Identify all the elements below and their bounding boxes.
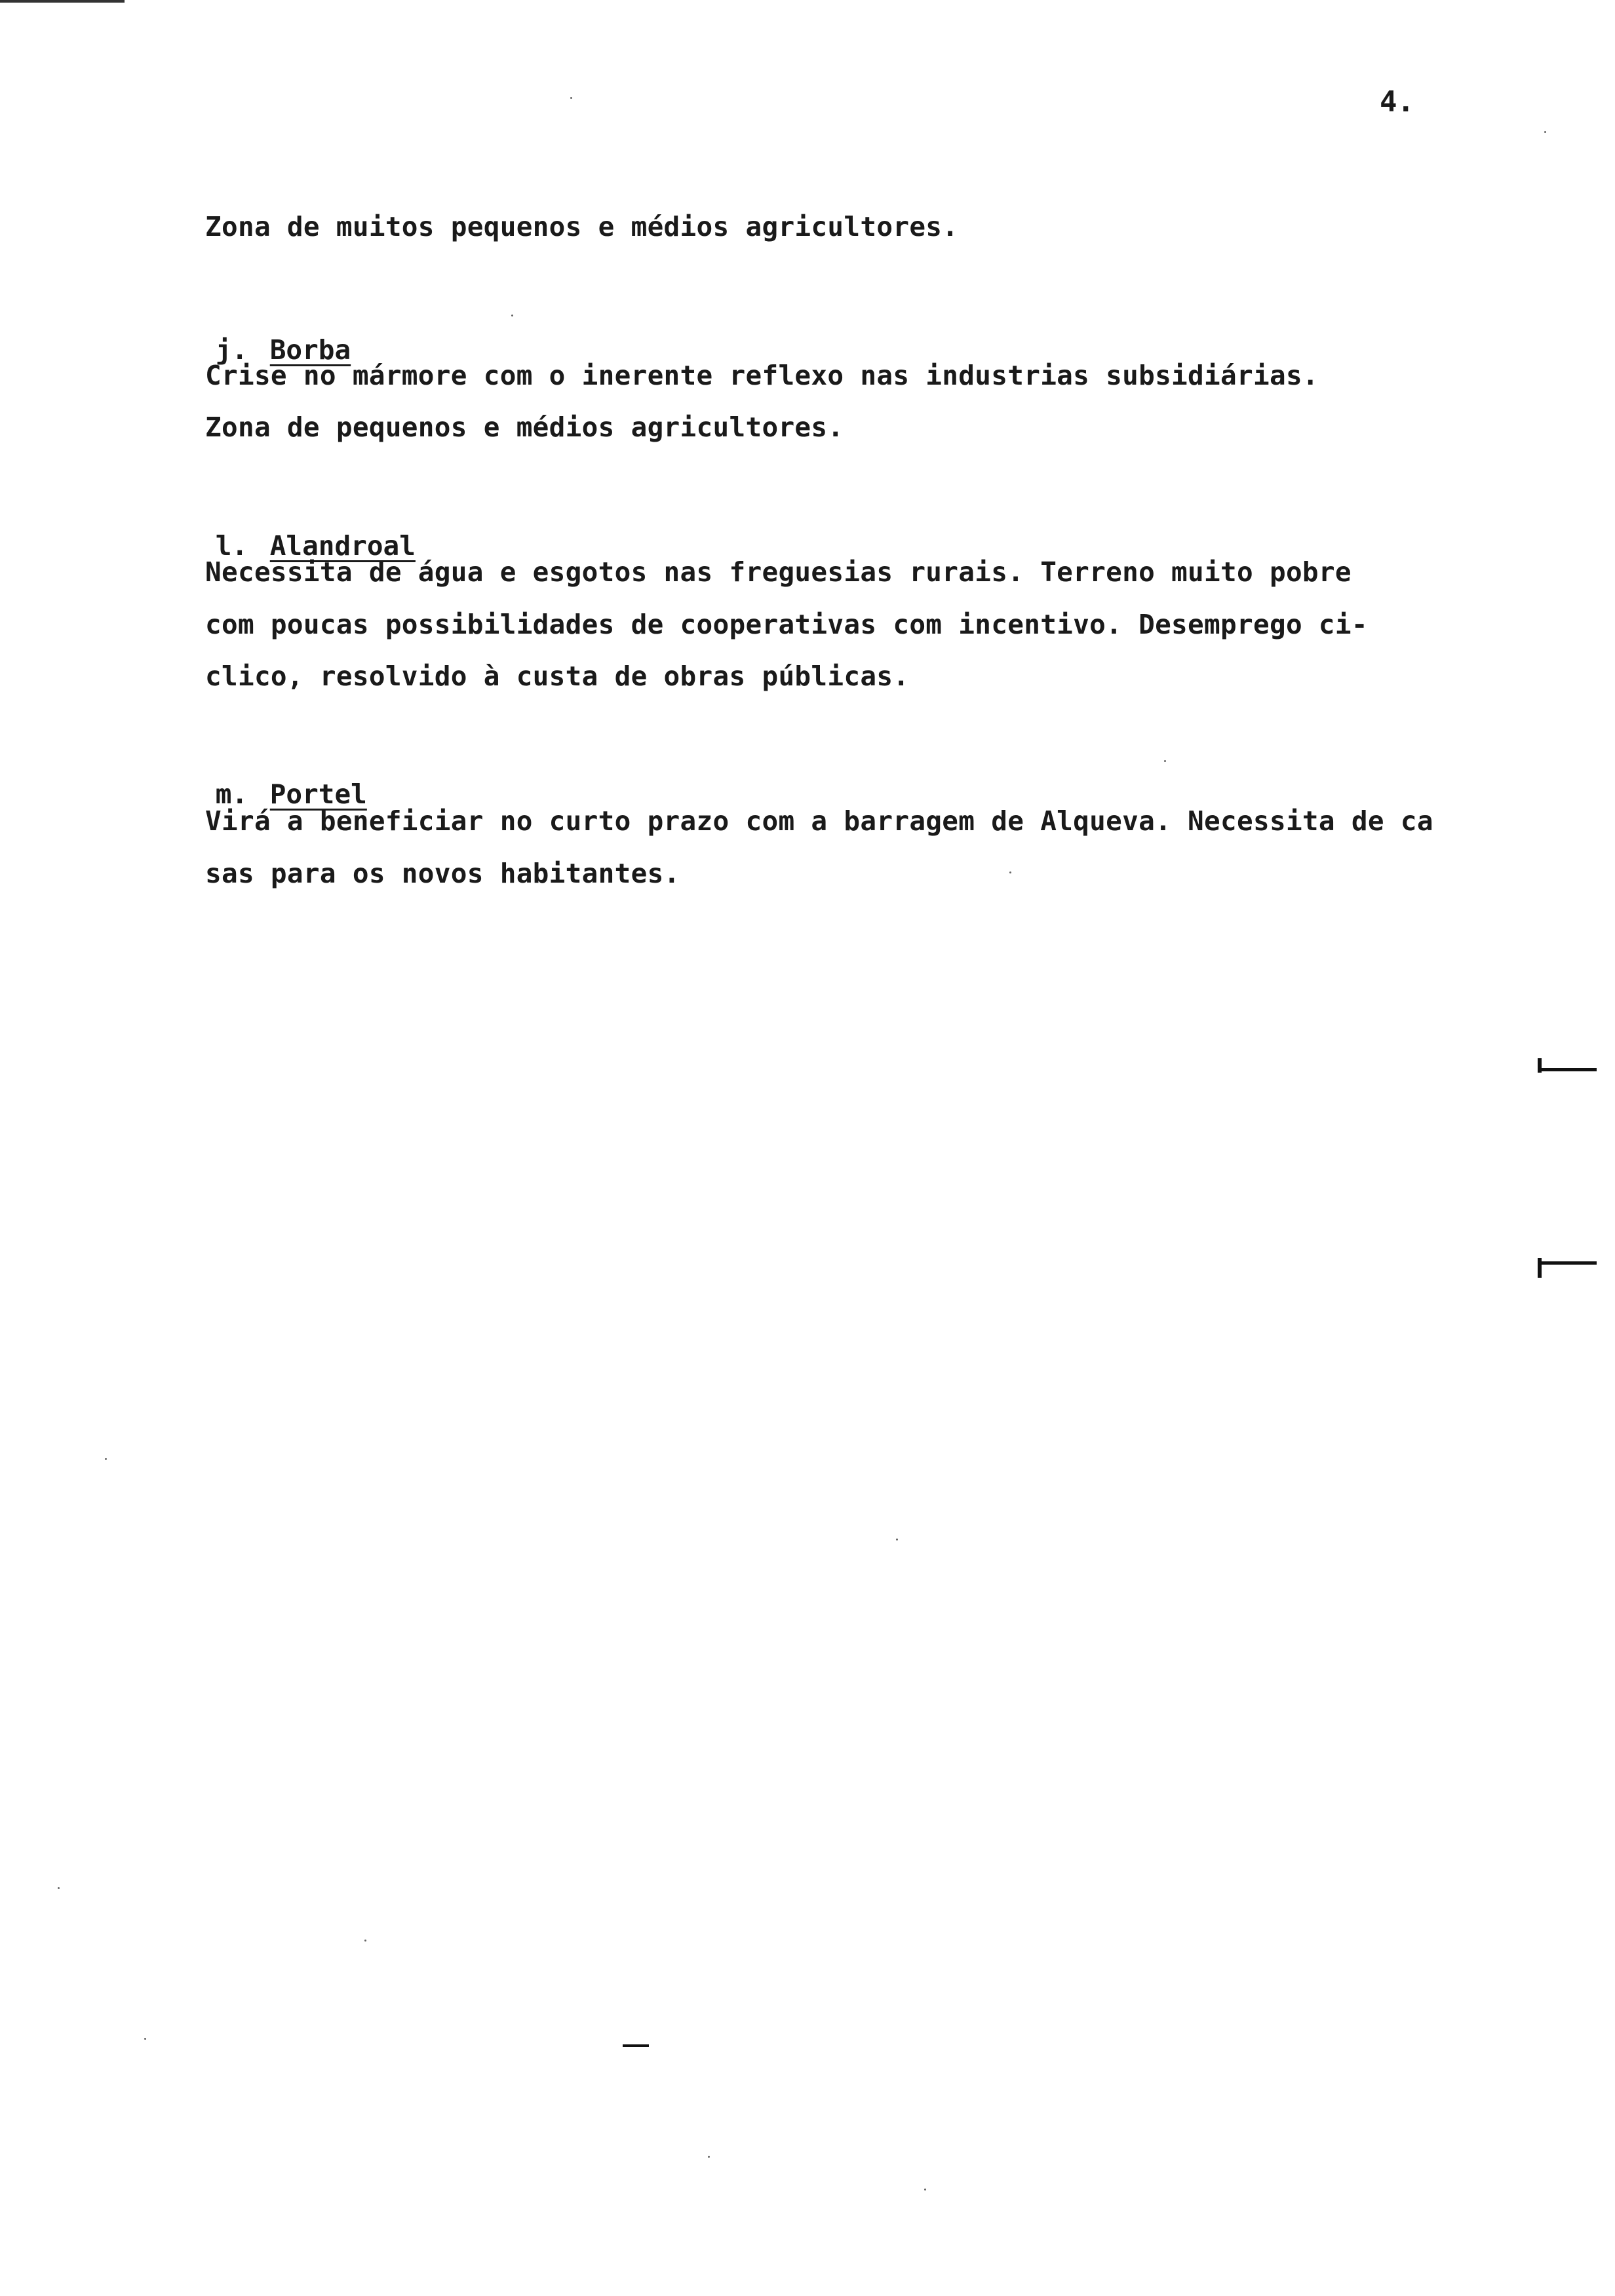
scan-speck xyxy=(1544,131,1546,133)
scan-speck xyxy=(896,1539,898,1540)
scan-speck xyxy=(924,2189,926,2191)
binder-mark xyxy=(1538,1258,1542,1278)
section-body-line: Zona de pequenos e médios agricultores. xyxy=(205,411,844,443)
section-letter: j. xyxy=(215,334,248,366)
section-body-line: Virá a beneficiar no curto prazo com a barragem de Alqueva. Necessita de ca xyxy=(205,805,1433,837)
section-body-line: Crise no mármore com o inerente reflexo nas industrias subsidiárias. xyxy=(205,360,1319,391)
section-title: Portel xyxy=(269,778,367,810)
page-number: 4. xyxy=(1380,85,1414,119)
section-letter: l. xyxy=(215,530,248,562)
scan-speck xyxy=(364,1940,366,1942)
scan-speck xyxy=(105,1458,107,1460)
scan-smudge xyxy=(623,2044,649,2047)
section-title: Borba xyxy=(269,334,351,366)
section-body-line: Necessita de água e esgotos nas freguesias rurais. Terreno muito pobre xyxy=(205,556,1352,588)
section-letter: m. xyxy=(215,778,248,810)
binder-mark xyxy=(1538,1058,1542,1073)
section-body-line: com poucas possibilidades de cooperativas com incentivo. Desemprego ci- xyxy=(205,609,1368,640)
scan-speck xyxy=(511,315,513,316)
scan-speck xyxy=(1164,760,1166,762)
scan-speck xyxy=(144,2038,146,2040)
section-body-line: sas para os novos habitantes. xyxy=(205,858,680,889)
scan-speck xyxy=(570,97,572,99)
scan-speck xyxy=(708,2156,710,2158)
section-title: Alandroal xyxy=(269,530,416,562)
binder-mark xyxy=(1538,1068,1597,1071)
top-edge-rule xyxy=(0,0,125,3)
section-body-line: clico, resolvido à custa de obras públicas. xyxy=(205,660,910,692)
intro-line: Zona de muitos pequenos e médios agricultores. xyxy=(205,211,959,242)
binder-mark xyxy=(1538,1261,1597,1265)
scan-speck xyxy=(1009,871,1011,873)
scan-speck xyxy=(58,1887,60,1889)
